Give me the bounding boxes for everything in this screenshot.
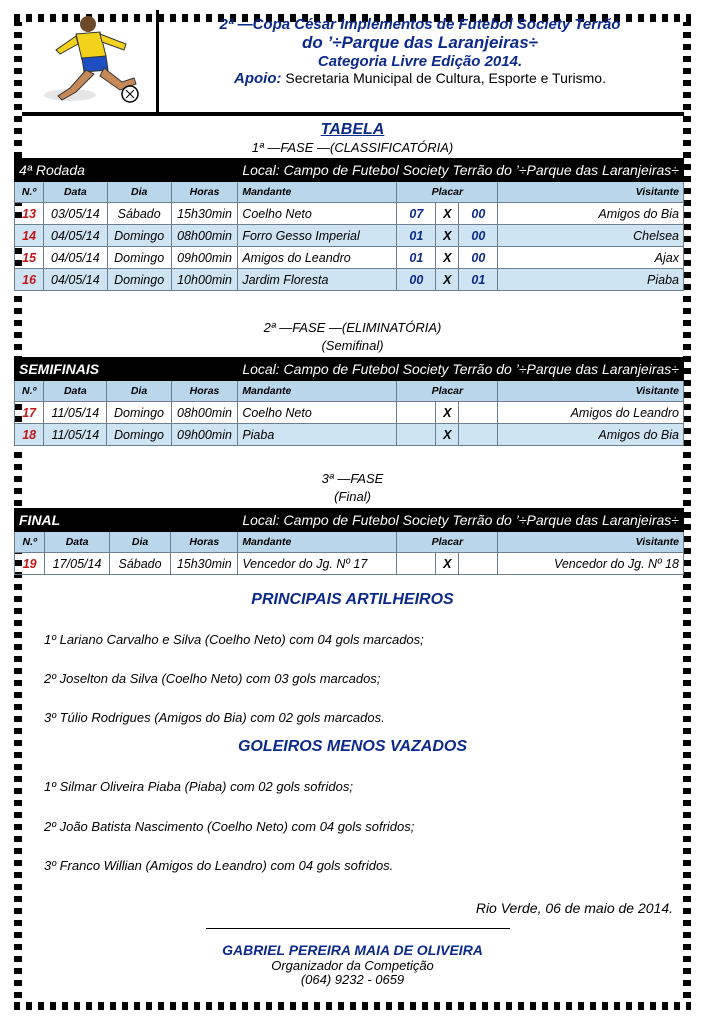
match-day: Sábado (109, 553, 170, 575)
rodada-label: 4ª Rodada (15, 159, 238, 182)
header-apoio (160, 70, 680, 87)
goleiro-item-2: 2º João Batista Nascimento (Coelho Neto) com 04 gols sofridos; (44, 819, 415, 834)
away-team: Piaba (498, 269, 684, 291)
col-data: Data (44, 381, 107, 402)
match-number: 14 (15, 225, 44, 247)
final-header-row (15, 509, 684, 532)
table-row (15, 553, 684, 575)
match-date: 03/05/14 (44, 203, 107, 225)
col-data: Data (44, 182, 107, 203)
col-n: N.º (15, 381, 44, 402)
col-mandante: Mandante (238, 532, 397, 553)
final-column-headers (15, 532, 684, 553)
rodada-header-row (15, 159, 684, 182)
match-time: 08h00min (171, 225, 238, 247)
fase2-label: 2ª —FASE —(ELIMINATÓRIA) (263, 320, 442, 335)
col-horas: Horas (171, 381, 238, 402)
match-day: Domingo (107, 225, 171, 247)
semifinais-column-headers (15, 381, 684, 402)
away-score: 00 (459, 203, 498, 225)
match-number: 16 (15, 269, 44, 291)
header (160, 16, 680, 87)
col-horas: Horas (171, 182, 238, 203)
away-score (459, 402, 498, 424)
goleiro-item-3: 3º Franco Willian (Amigos do Leandro) com 04 gols sofridos. (44, 858, 394, 873)
col-mandante: Mandante (238, 381, 397, 402)
match-day: Domingo (107, 402, 171, 424)
score-separator: X (436, 424, 459, 446)
home-team: Coelho Neto (238, 402, 397, 424)
match-number: 13 (15, 203, 44, 225)
match-date: 17/05/14 (45, 553, 110, 575)
score-separator: X (436, 553, 459, 575)
match-date: 04/05/14 (44, 269, 107, 291)
home-score (397, 402, 436, 424)
table-row (15, 203, 684, 225)
fase3-sublabel: (Final) (334, 489, 371, 504)
score-separator: X (436, 402, 459, 424)
match-time: 15h30min (171, 203, 238, 225)
header-rule (22, 112, 684, 116)
away-team: Amigos do Leandro (498, 402, 684, 424)
match-date: 04/05/14 (44, 247, 107, 269)
header-title-line2: do ’÷Parque das Laranjeiras÷ (302, 33, 538, 52)
place-date: Rio Verde, 06 de maio de 2014. (475, 900, 673, 916)
goleiros-title: GOLEIROS MENOS VAZADOS (237, 738, 468, 755)
home-score (397, 553, 436, 575)
home-team: Jardim Floresta (238, 269, 397, 291)
rodada-column-headers (15, 182, 684, 203)
col-placar: Placar (397, 182, 498, 203)
home-score (397, 424, 436, 446)
home-team: Amigos do Leandro (238, 247, 397, 269)
match-day: Sábado (107, 203, 171, 225)
match-number: 17 (15, 402, 44, 424)
col-horas: Horas (171, 532, 238, 553)
artilheiro-item-1: 1º Lariano Carvalho e Silva (Coelho Neto) com 04 gols marcados; (44, 632, 424, 647)
home-team: Piaba (238, 424, 397, 446)
artilheiros-title: PRINCIPAIS ARTILHEIROS (251, 591, 454, 608)
header-divider (156, 10, 159, 112)
away-score: 00 (459, 225, 498, 247)
artilheiro-item-3: 3º Túlio Rodrigues (Amigos do Bia) com 02 gols marcados. (44, 710, 385, 725)
score-separator: X (436, 203, 459, 225)
soccer-player-icon (30, 10, 148, 110)
away-team: Ajax (498, 247, 684, 269)
table-row (15, 225, 684, 247)
home-score: 01 (397, 225, 436, 247)
organizer-name: GABRIEL PEREIRA MAIA DE OLIVEIRA (222, 942, 483, 958)
final-local: Local: Campo de Futebol Society Terrão do ’÷Parque das Laranjeiras÷ (238, 509, 684, 532)
fase1-label: 1ª —FASE —(CLASSIFICATÓRIA) (251, 140, 454, 155)
rodada-local: Local: Campo de Futebol Society Terrão do ’÷Parque das Laranjeiras÷ (238, 159, 684, 182)
match-day: Domingo (107, 247, 171, 269)
final-label: FINAL (15, 509, 238, 532)
table-row (15, 424, 684, 446)
apoio-label: Apoio: (234, 70, 282, 87)
col-dia: Dia (107, 182, 171, 203)
away-team: Vencedor do Jg. Nº 18 (498, 553, 684, 575)
final-table (14, 508, 684, 575)
col-mandante: Mandante (238, 182, 397, 203)
col-visitante: Visitante (498, 532, 684, 553)
match-time: 09h00min (171, 424, 238, 446)
organizer-phone: (064) 9232 - 0659 (300, 972, 405, 987)
table-row (15, 402, 684, 424)
score-separator: X (436, 247, 459, 269)
header-title-line1: 2ª —Copa César Implementos de Futebol Society Terrão (219, 16, 621, 33)
score-separator: X (436, 269, 459, 291)
col-visitante: Visitante (498, 381, 684, 402)
col-visitante: Visitante (498, 182, 684, 203)
home-score: 00 (397, 269, 436, 291)
apoio-text: Secretaria Municipal de Cultura, Esporte e Turismo. (285, 70, 606, 86)
rodada-table (14, 158, 684, 291)
away-team: Chelsea (498, 225, 684, 247)
col-dia: Dia (109, 532, 170, 553)
home-team: Forro Gesso Imperial (238, 225, 397, 247)
match-number: 18 (15, 424, 44, 446)
col-placar: Placar (397, 532, 498, 553)
home-team: Vencedor do Jg. Nº 17 (238, 553, 397, 575)
artilheiro-item-2: 2º Joselton da Silva (Coelho Neto) com 03 gols marcados; (44, 671, 381, 686)
goleiro-item-1: 1º Silmar Oliveira Piaba (Piaba) com 02 gols sofridos; (44, 779, 353, 794)
table-row (15, 247, 684, 269)
away-score (459, 424, 498, 446)
score-separator: X (436, 225, 459, 247)
organizer-role: Organizador da Competição (271, 958, 434, 973)
home-score: 01 (397, 247, 436, 269)
semifinais-label: SEMIFINAIS (15, 358, 238, 381)
col-n: N.º (15, 532, 45, 553)
header-title-line3: Categoria Livre Edição 2014. (317, 53, 523, 70)
col-data: Data (45, 532, 110, 553)
semifinais-table (14, 357, 684, 446)
match-date: 11/05/14 (44, 424, 107, 446)
match-day: Domingo (107, 269, 171, 291)
away-team: Amigos do Bia (498, 203, 684, 225)
signature-line (206, 928, 510, 929)
match-date: 04/05/14 (44, 225, 107, 247)
away-score: 00 (459, 247, 498, 269)
col-n: N.º (15, 182, 44, 203)
col-placar: Placar (397, 381, 498, 402)
match-number: 19 (15, 553, 45, 575)
match-date: 11/05/14 (44, 402, 107, 424)
match-day: Domingo (107, 424, 171, 446)
away-score (459, 553, 498, 575)
away-team: Amigos do Bia (498, 424, 684, 446)
tabela-title: TABELA (320, 121, 385, 138)
fase2-sublabel: (Semifinal) (321, 338, 384, 353)
home-team: Coelho Neto (238, 203, 397, 225)
semifinais-local: Local: Campo de Futebol Society Terrão do ’÷Parque das Laranjeiras÷ (238, 358, 684, 381)
home-score: 07 (397, 203, 436, 225)
semifinais-header-row (15, 358, 684, 381)
match-time: 10h00min (171, 269, 238, 291)
match-time: 08h00min (171, 402, 238, 424)
away-score: 01 (459, 269, 498, 291)
match-time: 15h30min (171, 553, 238, 575)
col-dia: Dia (107, 381, 171, 402)
match-time: 09h00min (171, 247, 238, 269)
table-row (15, 269, 684, 291)
fase3-label: 3ª —FASE (321, 471, 384, 486)
match-number: 15 (15, 247, 44, 269)
